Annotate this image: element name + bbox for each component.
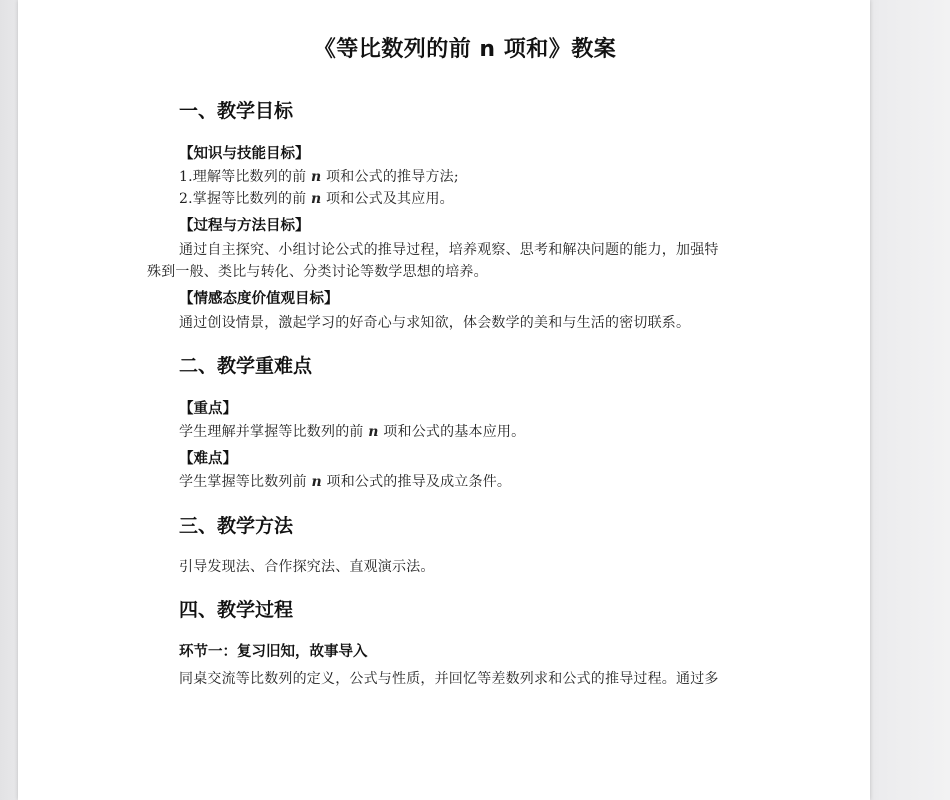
variable-n: n	[311, 191, 322, 207]
key-point-text: 学生理解并掌握等比数列的前 n 项和公式的基本应用。	[179, 424, 526, 440]
step-1-heading: 环节一：复习旧知，故事导入	[179, 644, 368, 660]
knowledge-item-2: 2.掌握等比数列的前 n 项和公式及其应用。	[179, 191, 454, 207]
variable-n: n	[368, 424, 379, 440]
process-paragraph-line-1: 通过自主探究、小组讨论公式的推导过程，培养观察、思考和解决问题的能力，加强特	[179, 242, 719, 258]
section-heading-methods: 三、教学方法	[179, 515, 294, 537]
subheading-key: 【重点】	[179, 401, 237, 417]
emotion-paragraph: 通过创设情景，激起学习的好奇心与求知欲，体会数学的美和与生活的密切联系。	[179, 315, 691, 331]
step-1-paragraph: 同桌交流等比数列的定义，公式与性质，并回忆等差数列求和公式的推导过程。通过多	[179, 671, 719, 687]
subheading-difficulty: 【难点】	[179, 451, 237, 467]
section-heading-goals: 一、教学目标	[179, 100, 294, 122]
section-heading-key-points: 二、教学重难点	[179, 355, 313, 377]
subheading-knowledge: 【知识与技能目标】	[179, 146, 310, 162]
process-paragraph-line-2: 殊到一般、类比与转化、分类讨论等数学思想的培养。	[147, 264, 488, 280]
variable-n: n	[311, 474, 322, 490]
section-heading-process: 四、教学过程	[179, 599, 294, 621]
document-title: 《等比数列的前 n 项和》教案	[313, 37, 617, 62]
subheading-emotion: 【情感态度价值观目标】	[179, 291, 339, 307]
variable-n: n	[311, 169, 322, 185]
knowledge-item-1: 1.理解等比数列的前 n 项和公式的推导方法;	[179, 169, 459, 185]
difficulty-text: 学生掌握等比数列前 n 项和公式的推导及成立条件。	[179, 474, 512, 490]
subheading-process: 【过程与方法目标】	[179, 218, 310, 234]
methods-text: 引导发现法、合作探究法、直观演示法。	[179, 559, 435, 575]
